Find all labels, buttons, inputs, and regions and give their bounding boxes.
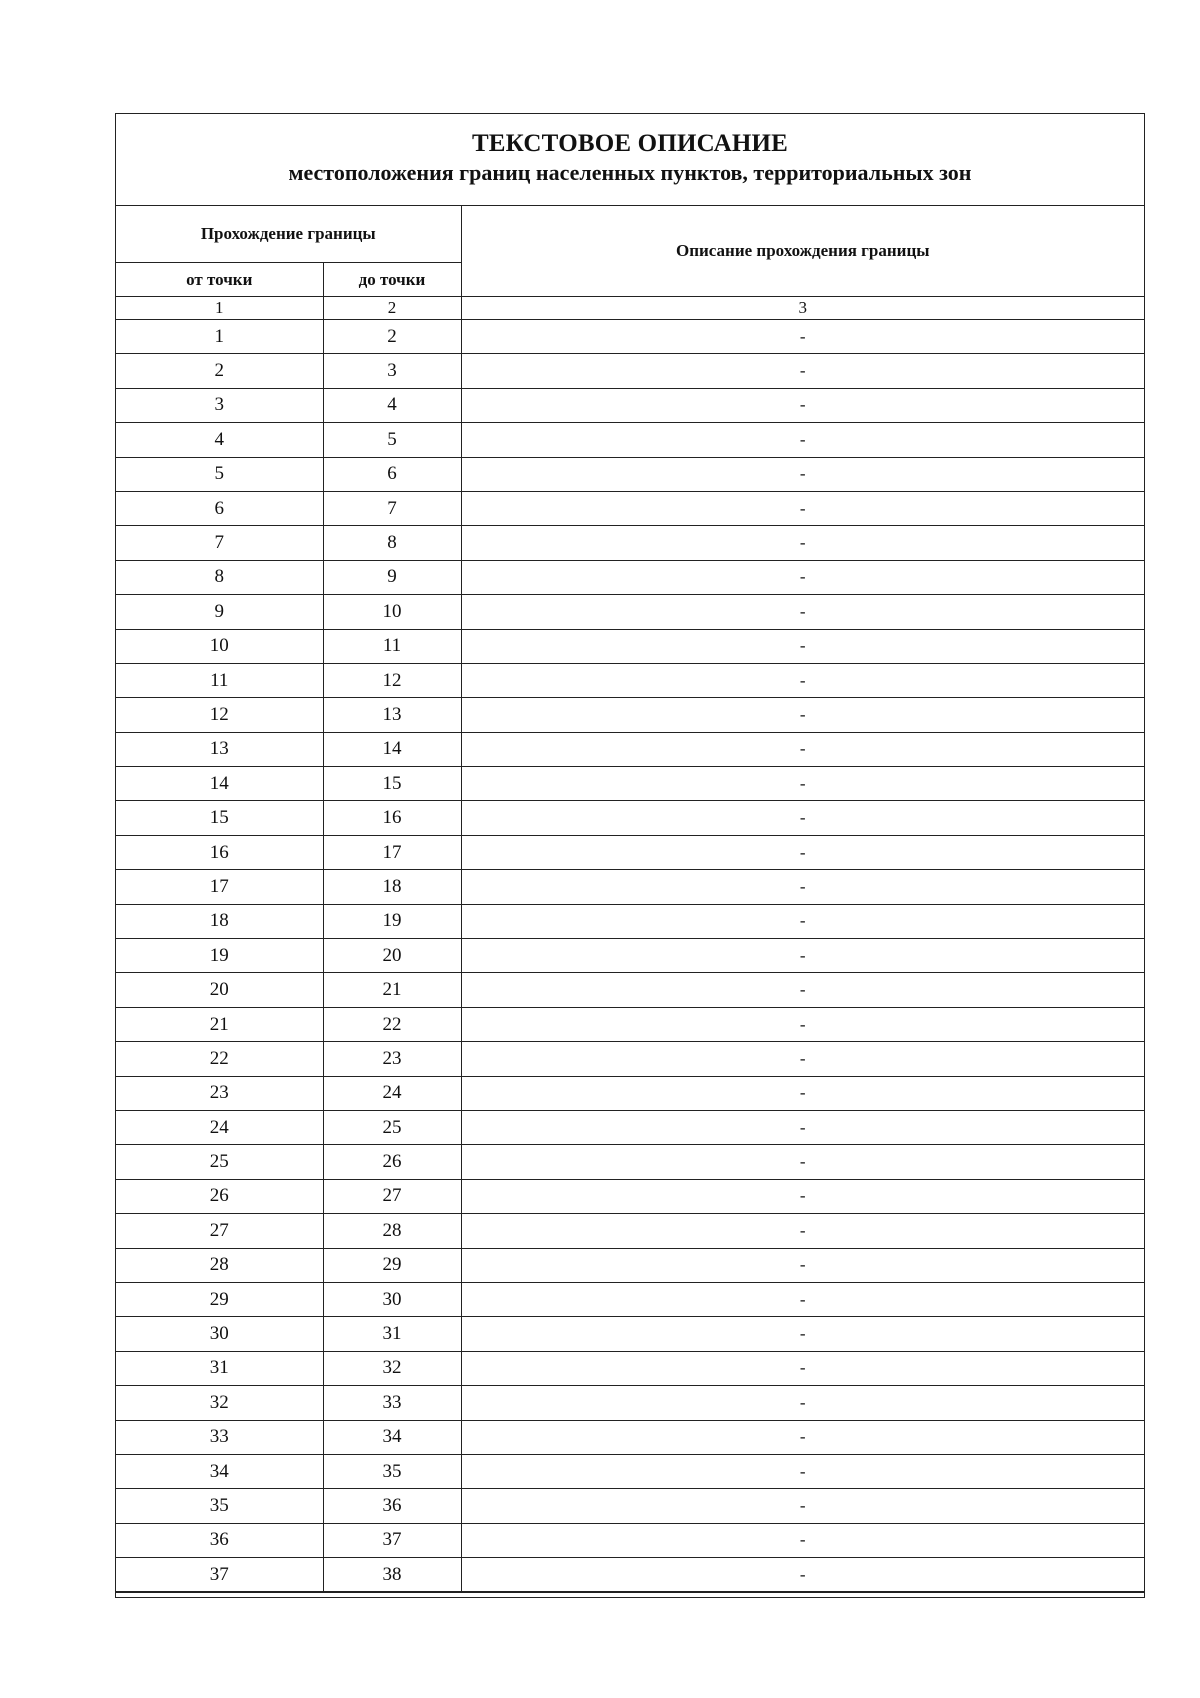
document-title: ТЕКСТОВОЕ ОПИСАНИЕ <box>471 130 789 157</box>
to-point-cell: 32 <box>323 1351 461 1385</box>
document-subtitle: местоположения границ населенных пунктов, территориальных зон <box>288 160 972 185</box>
table-row <box>116 1386 1144 1420</box>
from-point-cell: 10 <box>116 629 323 663</box>
table-row <box>116 629 1144 663</box>
table-row <box>116 1420 1144 1454</box>
from-point-cell: 16 <box>116 835 323 869</box>
description-cell: - <box>461 354 1144 388</box>
to-point-cell: 30 <box>323 1282 461 1316</box>
from-point-cell: 14 <box>116 767 323 801</box>
from-point-cell: 12 <box>116 698 323 732</box>
to-point-cell: 26 <box>323 1145 461 1179</box>
description-cell: - <box>461 1454 1144 1488</box>
from-point-cell: 20 <box>116 973 323 1007</box>
to-point-cell: 23 <box>323 1042 461 1076</box>
from-point-cell: 24 <box>116 1110 323 1144</box>
from-point-cell: 6 <box>116 491 323 525</box>
from-point-cell: 30 <box>116 1317 323 1351</box>
from-point-cell: 11 <box>116 663 323 697</box>
table-row <box>116 320 1144 354</box>
table-row <box>116 1248 1144 1282</box>
table-row <box>116 1214 1144 1248</box>
description-cell: - <box>461 1214 1144 1248</box>
table-row <box>116 732 1144 766</box>
to-point-cell: 7 <box>323 491 461 525</box>
description-cell: - <box>461 1351 1144 1385</box>
table-row <box>116 1351 1144 1385</box>
to-point-cell: 21 <box>323 973 461 1007</box>
to-point-cell: 16 <box>323 801 461 835</box>
to-point-cell: 25 <box>323 1110 461 1144</box>
to-point-cell: 24 <box>323 1076 461 1110</box>
table-row <box>116 560 1144 594</box>
table-row <box>116 354 1144 388</box>
from-point-cell: 21 <box>116 1007 323 1041</box>
description-cell: - <box>461 663 1144 697</box>
table-row <box>116 835 1144 869</box>
from-point-cell: 23 <box>116 1076 323 1110</box>
to-point-cell: 11 <box>323 629 461 663</box>
from-point-cell: 9 <box>116 595 323 629</box>
from-point-cell: 26 <box>116 1179 323 1213</box>
description-cell: - <box>461 698 1144 732</box>
from-point-cell: 18 <box>116 904 323 938</box>
description-cell: - <box>461 1420 1144 1454</box>
table-row <box>116 767 1144 801</box>
table-row <box>116 1007 1144 1041</box>
description-cell: - <box>461 1282 1144 1316</box>
from-point-cell: 32 <box>116 1386 323 1420</box>
description-cell: - <box>461 1317 1144 1351</box>
description-cell: - <box>461 320 1144 354</box>
from-point-cell: 25 <box>116 1145 323 1179</box>
table-row <box>116 801 1144 835</box>
description-cell: - <box>461 939 1144 973</box>
table-row <box>116 1558 1144 1592</box>
description-cell: - <box>461 1110 1144 1144</box>
table-row <box>116 1282 1144 1316</box>
to-point-cell: 4 <box>323 388 461 422</box>
table-row <box>116 595 1144 629</box>
from-point-cell: 1 <box>116 320 323 354</box>
table-row <box>116 698 1144 732</box>
to-point-cell: 6 <box>323 457 461 491</box>
boundary-table <box>116 206 1144 1592</box>
description-cell: - <box>461 560 1144 594</box>
from-point-cell: 17 <box>116 870 323 904</box>
table-row <box>116 1076 1144 1110</box>
description-cell: - <box>461 491 1144 525</box>
from-point-cell: 13 <box>116 732 323 766</box>
to-point-cell: 20 <box>323 939 461 973</box>
header-from-point: от точки <box>116 263 323 297</box>
description-cell: - <box>461 1558 1144 1592</box>
description-cell: - <box>461 973 1144 1007</box>
table-row <box>116 491 1144 525</box>
table-row <box>116 939 1144 973</box>
table-row <box>116 663 1144 697</box>
description-cell: - <box>461 1248 1144 1282</box>
table-row <box>116 1042 1144 1076</box>
to-point-cell: 35 <box>323 1454 461 1488</box>
from-point-cell: 22 <box>116 1042 323 1076</box>
to-point-cell: 36 <box>323 1489 461 1523</box>
to-point-cell: 17 <box>323 835 461 869</box>
from-point-cell: 4 <box>116 423 323 457</box>
to-point-cell: 27 <box>323 1179 461 1213</box>
from-point-cell: 3 <box>116 388 323 422</box>
to-point-cell: 22 <box>323 1007 461 1041</box>
from-point-cell: 5 <box>116 457 323 491</box>
from-point-cell: 28 <box>116 1248 323 1282</box>
column-number-row <box>116 297 1144 320</box>
from-point-cell: 36 <box>116 1523 323 1557</box>
description-cell: - <box>461 629 1144 663</box>
from-point-cell: 34 <box>116 1454 323 1488</box>
description-cell: - <box>461 423 1144 457</box>
from-point-cell: 31 <box>116 1351 323 1385</box>
description-cell: - <box>461 388 1144 422</box>
from-point-cell: 7 <box>116 526 323 560</box>
description-cell: - <box>461 835 1144 869</box>
description-cell: - <box>461 457 1144 491</box>
description-cell: - <box>461 904 1144 938</box>
to-point-cell: 12 <box>323 663 461 697</box>
header-boundary-passage: Прохождение границы <box>116 206 461 263</box>
description-cell: - <box>461 1145 1144 1179</box>
column-number: 2 <box>323 297 461 320</box>
description-cell: - <box>461 1076 1144 1110</box>
description-cell: - <box>461 1523 1144 1557</box>
to-point-cell: 14 <box>323 732 461 766</box>
from-point-cell: 8 <box>116 560 323 594</box>
description-cell: - <box>461 1042 1144 1076</box>
table-row <box>116 973 1144 1007</box>
table-row <box>116 423 1144 457</box>
table-body <box>116 320 1144 1592</box>
from-point-cell: 2 <box>116 354 323 388</box>
table-row <box>116 1489 1144 1523</box>
header-description: Описание прохождения границы <box>461 206 1144 297</box>
from-point-cell: 37 <box>116 1558 323 1592</box>
from-point-cell: 35 <box>116 1489 323 1523</box>
to-point-cell: 37 <box>323 1523 461 1557</box>
table-row <box>116 1454 1144 1488</box>
description-cell: - <box>461 1007 1144 1041</box>
table-row <box>116 1110 1144 1144</box>
table-row <box>116 1179 1144 1213</box>
table-row <box>116 870 1144 904</box>
description-cell: - <box>461 870 1144 904</box>
to-point-cell: 19 <box>323 904 461 938</box>
to-point-cell: 10 <box>323 595 461 629</box>
column-number: 1 <box>116 297 323 320</box>
table-row <box>116 1145 1144 1179</box>
description-cell: - <box>461 526 1144 560</box>
description-cell: - <box>461 801 1144 835</box>
to-point-cell: 5 <box>323 423 461 457</box>
bottom-rule <box>116 1592 1144 1597</box>
description-cell: - <box>461 767 1144 801</box>
to-point-cell: 38 <box>323 1558 461 1592</box>
to-point-cell: 2 <box>323 320 461 354</box>
to-point-cell: 3 <box>323 354 461 388</box>
document-frame <box>115 113 1145 1598</box>
to-point-cell: 28 <box>323 1214 461 1248</box>
to-point-cell: 29 <box>323 1248 461 1282</box>
to-point-cell: 34 <box>323 1420 461 1454</box>
table-row <box>116 457 1144 491</box>
from-point-cell: 33 <box>116 1420 323 1454</box>
to-point-cell: 9 <box>323 560 461 594</box>
column-number: 3 <box>461 297 1144 320</box>
title-block <box>116 114 1144 206</box>
to-point-cell: 31 <box>323 1317 461 1351</box>
to-point-cell: 18 <box>323 870 461 904</box>
to-point-cell: 33 <box>323 1386 461 1420</box>
from-point-cell: 19 <box>116 939 323 973</box>
table-row <box>116 904 1144 938</box>
description-cell: - <box>461 1179 1144 1213</box>
table-row <box>116 388 1144 422</box>
description-cell: - <box>461 1489 1144 1523</box>
from-point-cell: 15 <box>116 801 323 835</box>
from-point-cell: 27 <box>116 1214 323 1248</box>
table-row <box>116 1317 1144 1351</box>
description-cell: - <box>461 595 1144 629</box>
to-point-cell: 8 <box>323 526 461 560</box>
table-row <box>116 526 1144 560</box>
header-to-point: до точки <box>323 263 461 297</box>
from-point-cell: 29 <box>116 1282 323 1316</box>
description-cell: - <box>461 1386 1144 1420</box>
table-row <box>116 1523 1144 1557</box>
to-point-cell: 15 <box>323 767 461 801</box>
to-point-cell: 13 <box>323 698 461 732</box>
description-cell: - <box>461 732 1144 766</box>
